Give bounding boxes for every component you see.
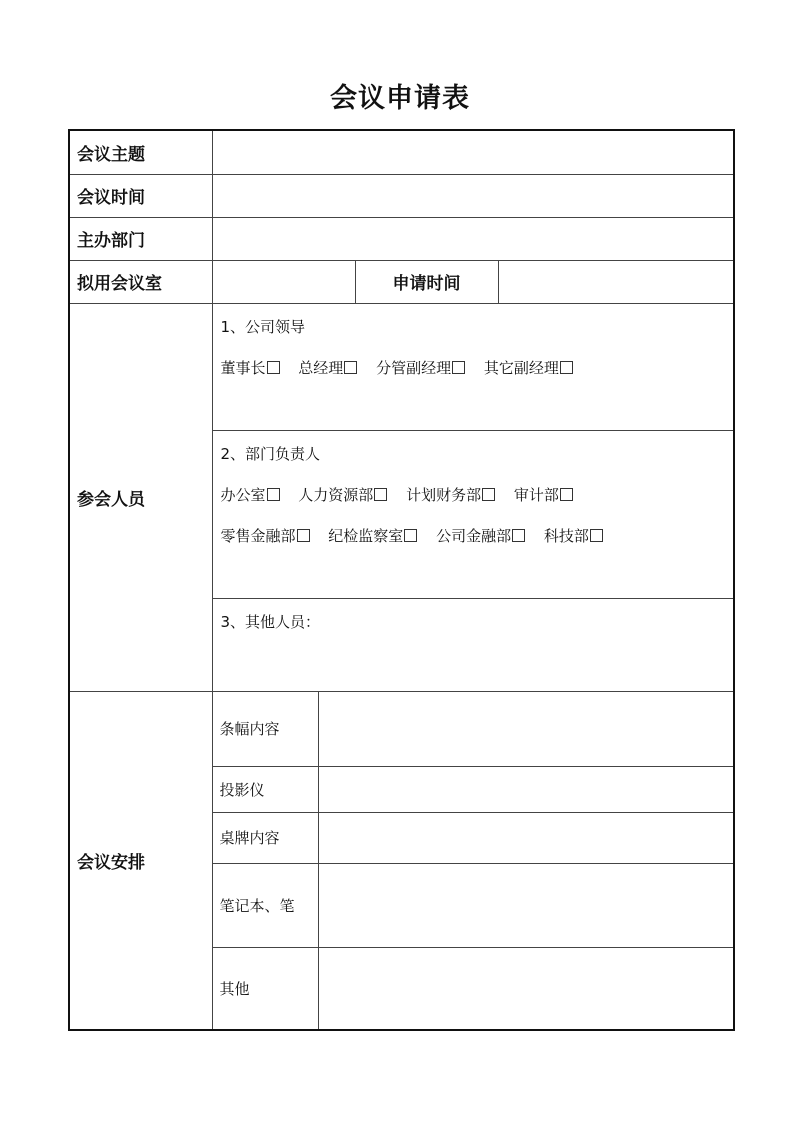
- departments-options-row2: [221, 525, 617, 546]
- time-field[interactable]: [212, 174, 734, 217]
- checkbox-icon: [482, 488, 495, 501]
- label-notebook-pen: 笔记本、笔: [212, 863, 318, 947]
- row-room: [69, 260, 734, 303]
- checkbox-icon: [297, 529, 310, 542]
- label-banner: 条幅内容: [212, 691, 318, 766]
- checkbox-icon: [560, 488, 573, 501]
- topic-field[interactable]: [212, 130, 734, 174]
- label-apply-time: 申请时间: [355, 260, 498, 303]
- label-nameplate: 桌牌内容: [212, 812, 318, 863]
- host-dept-field[interactable]: [212, 217, 734, 260]
- others-section[interactable]: [212, 598, 734, 691]
- checkbox-icon: [267, 361, 280, 374]
- meeting-application-form: [68, 129, 735, 1031]
- label-room: 拟用会议室: [69, 260, 212, 303]
- option-retail-finance[interactable]: 零售金融部: [221, 527, 310, 545]
- checkbox-icon: [404, 529, 417, 542]
- projector-field[interactable]: [318, 766, 734, 812]
- label-host-dept: 主办部门: [69, 217, 212, 260]
- departments-section: [212, 430, 734, 598]
- banner-field[interactable]: [318, 691, 734, 766]
- row-arrangement-banner: [69, 691, 734, 766]
- label-attendees: 参会人员: [69, 303, 212, 691]
- option-office[interactable]: 办公室: [221, 486, 280, 504]
- leaders-heading: 1、公司领导: [220, 317, 306, 336]
- label-topic: 会议主题: [69, 130, 212, 174]
- checkbox-icon: [374, 488, 387, 501]
- option-general-manager[interactable]: 总经理: [298, 359, 357, 377]
- option-hr[interactable]: 人力资源部: [298, 486, 387, 504]
- checkbox-icon: [452, 361, 465, 374]
- row-topic: [69, 130, 734, 174]
- option-deputy-manager-in-charge[interactable]: 分管副经理: [376, 359, 465, 377]
- checkbox-icon: [512, 529, 525, 542]
- option-technology[interactable]: 科技部: [544, 527, 603, 545]
- option-audit[interactable]: 审计部: [514, 486, 573, 504]
- room-field[interactable]: [212, 260, 355, 303]
- checkbox-icon: [267, 488, 280, 501]
- label-other: 其他: [212, 947, 318, 1030]
- nameplate-field[interactable]: [318, 812, 734, 863]
- other-field[interactable]: [318, 947, 734, 1030]
- option-other-deputy-manager[interactable]: 其它副经理: [484, 359, 573, 377]
- label-arrangement: 会议安排: [69, 691, 212, 1030]
- option-corporate-finance[interactable]: 公司金融部: [436, 527, 525, 545]
- leaders-section: [212, 303, 734, 430]
- option-discipline[interactable]: 纪检监察室: [328, 527, 417, 545]
- page-title: 会议申请表: [330, 83, 470, 114]
- departments-options-row1: [221, 484, 587, 505]
- label-projector: 投影仪: [212, 766, 318, 812]
- checkbox-icon: [560, 361, 573, 374]
- apply-time-field[interactable]: [498, 260, 734, 303]
- departments-heading: 2、部门负责人: [220, 444, 321, 463]
- checkbox-icon: [344, 361, 357, 374]
- row-time: [69, 174, 734, 217]
- label-time: 会议时间: [69, 174, 212, 217]
- checkbox-icon: [590, 529, 603, 542]
- notebook-pen-field[interactable]: [318, 863, 734, 947]
- others-heading: 3、其他人员：: [220, 612, 321, 631]
- row-host-dept: [69, 217, 734, 260]
- option-chairman[interactable]: 董事长: [221, 359, 280, 377]
- leaders-options: [221, 357, 587, 378]
- option-planning-finance[interactable]: 计划财务部: [406, 486, 495, 504]
- row-attendees-leaders: [69, 303, 734, 430]
